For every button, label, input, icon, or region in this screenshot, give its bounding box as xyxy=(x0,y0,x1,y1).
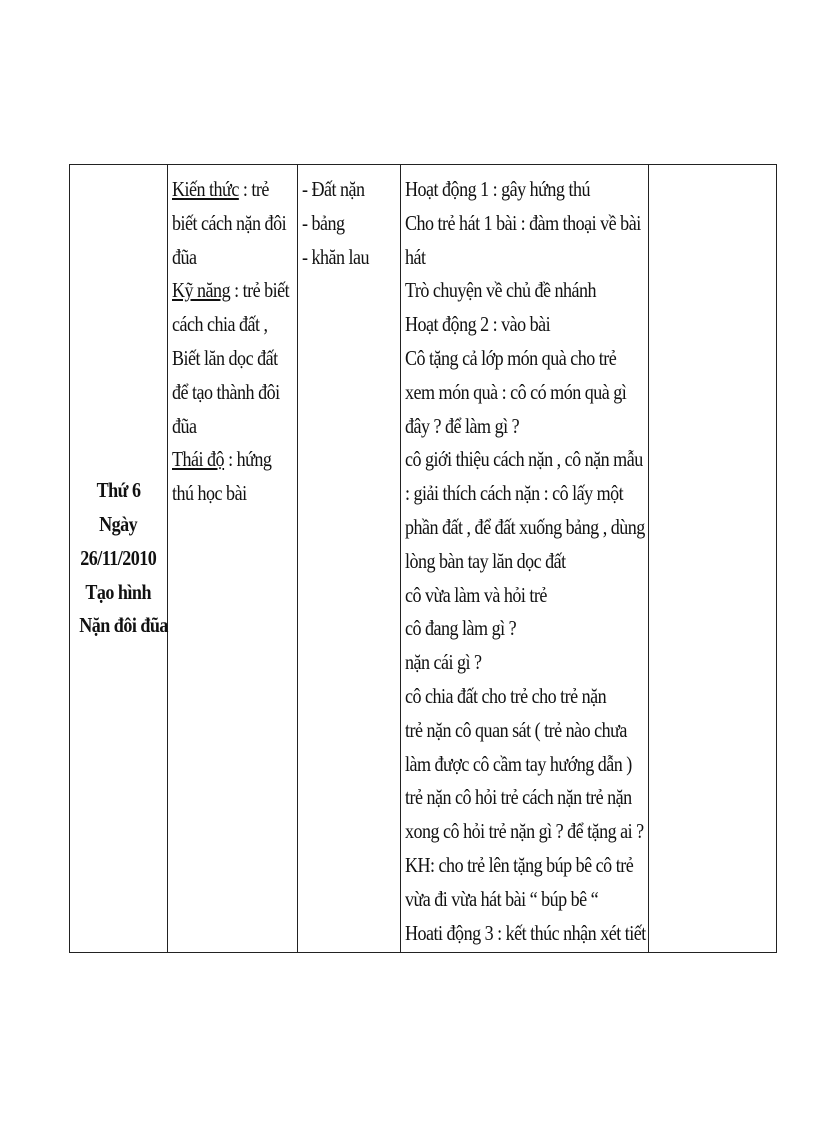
activity-line: Cho trẻ hát 1 bài : đàm thoại về bài xyxy=(405,210,641,235)
topic: Nặn đôi đũa xyxy=(79,613,168,638)
day-cell xyxy=(70,165,168,953)
activity-line: xong cô hỏi trẻ nặn gì ? để tặng ai ? xyxy=(405,819,644,844)
activities-cell xyxy=(401,165,649,953)
activity-line: cô chia đất cho trẻ cho trẻ nặn xyxy=(405,683,607,708)
objective-line: để tạo thành đôi xyxy=(172,379,280,404)
lesson-plan-table xyxy=(69,164,777,953)
attitude-line xyxy=(172,443,293,477)
activity-line: hát xyxy=(405,244,426,269)
material-item: - Đất nặn xyxy=(302,177,365,201)
activity-line: phần đất , để đất xuống bảng , dùng xyxy=(405,514,645,539)
activity-line: lòng bàn tay lăn dọc đất xyxy=(405,548,566,573)
activity-line: trẻ nặn cô hỏi trẻ cách nặn trẻ nặn xyxy=(405,785,632,810)
activity-line: Hoati động 3 : kết thúc nhận xét tiết xyxy=(405,920,646,945)
activity-line: Hoạt động 1 : gây hứng thú xyxy=(405,177,590,201)
date-label: Ngày xyxy=(99,511,138,536)
knowledge-label: Kiến thức xyxy=(172,177,239,201)
skill-label: Kỹ năng xyxy=(172,278,231,303)
activity-line: xem món quà : cô có món quà gì xyxy=(405,379,627,404)
objectives-cell xyxy=(168,165,298,953)
activity-line: làm được cô cầm tay hướng dẫn ) xyxy=(405,751,632,776)
activity-line: KH: cho trẻ lên tặng búp bê cô trẻ xyxy=(405,852,634,877)
knowledge-line xyxy=(172,173,293,207)
activity-line: đây ? để làm gì ? xyxy=(405,413,520,438)
activity-line: cô đang làm gì ? xyxy=(405,616,517,641)
knowledge-text: : trẻ xyxy=(238,177,269,201)
activity-line: cô giới thiệu cách nặn , cô nặn mẫu xyxy=(405,447,643,472)
objective-line: đũa xyxy=(172,413,197,438)
activity-line: vừa đi vừa hát bài “ búp bê “ xyxy=(405,886,599,911)
attitude-label: Thái độ xyxy=(172,447,225,472)
material-item: - khăn lau xyxy=(302,244,370,269)
objective-line: thú học bài xyxy=(172,481,247,506)
activity-line: Hoạt động 2 : vào bài xyxy=(405,312,551,337)
notes-cell xyxy=(649,165,777,953)
subject: Tạo hình xyxy=(85,579,152,604)
date: 26/11/2010 xyxy=(80,545,157,570)
materials-cell xyxy=(298,165,401,953)
objective-line: biết cách nặn đôi xyxy=(172,210,287,235)
activity-line: Cô tặng cả lớp món quà cho trẻ xyxy=(405,345,617,370)
weekday: Thứ 6 xyxy=(96,478,141,503)
objective-line: Biết lăn dọc đất xyxy=(172,345,278,370)
material-item: - bảng xyxy=(302,210,345,235)
table-row xyxy=(70,165,777,953)
skill-line xyxy=(172,274,293,308)
activity-line: : giải thích cách nặn : cô lấy một xyxy=(405,481,624,506)
objective-line: đũa xyxy=(172,244,197,269)
skill-text: : trẻ biết xyxy=(230,278,290,303)
attitude-text: : hứng xyxy=(224,447,272,472)
activity-line: nặn cái gì ? xyxy=(405,650,482,675)
activity-line: Trò chuyện về chủ đề nhánh xyxy=(405,278,597,303)
activity-line: cô vừa làm và hỏi trẻ xyxy=(405,582,547,607)
objective-line: cách chia đất , xyxy=(172,312,268,337)
activity-line: trẻ nặn cô quan sát ( trẻ nào chưa xyxy=(405,717,627,742)
